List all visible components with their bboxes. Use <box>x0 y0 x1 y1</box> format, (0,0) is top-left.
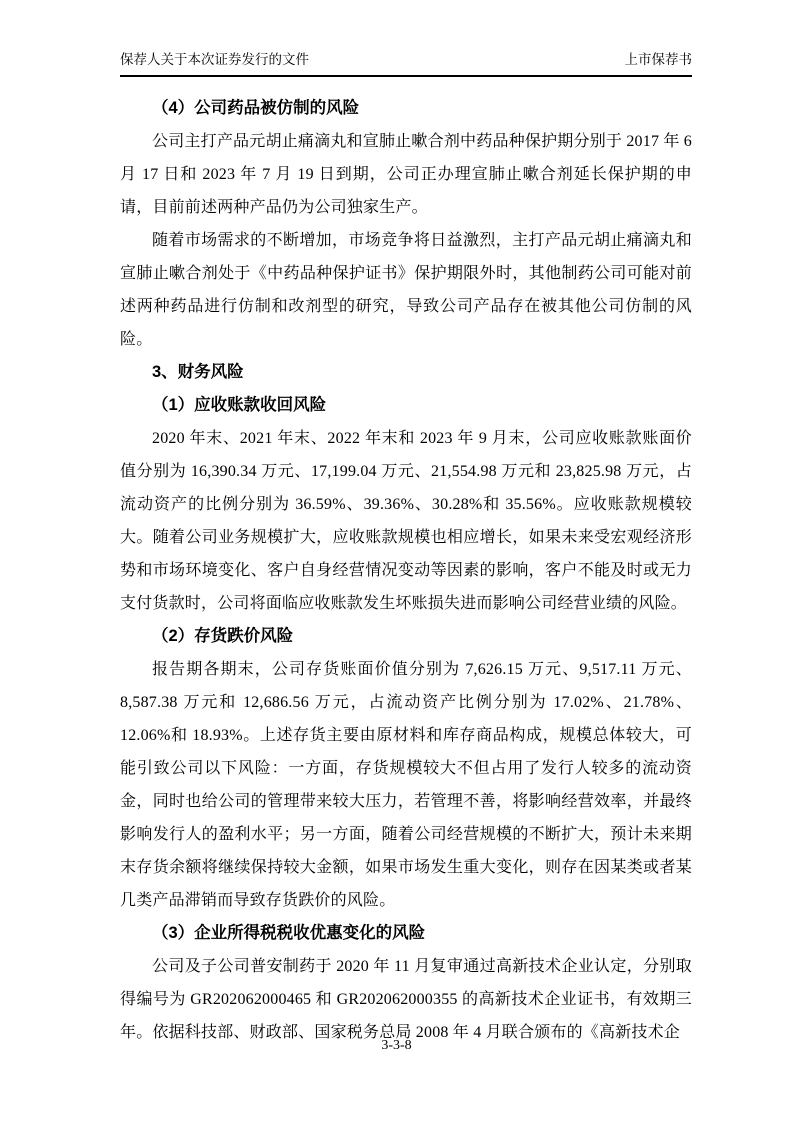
paragraph-protection-period: 公司主打产品元胡止痛滴丸和宣肺止嗽合剂中药品种保护期分别于 2017 年 6 月 17 日和 2023 年 7 月 19 日到期，公司正办理宣肺止嗽合剂延长保护期的申请，目前前述两种产品仍为公司独家生产。 <box>120 133 692 216</box>
section-heading-1-receivables-risk: （1）应收账款收回风险 <box>152 396 327 414</box>
paragraph-imitation-risk: 随着市场需求的不断增加，市场竞争将日益激烈，主打产品元胡止痛滴丸和宣肺止嗽合剂处于《中药品种保护证书》保护期限外时，其他制药公司可能对前述两种药品进行仿制和改剂型的研究，导致公司产品存在被其他公司仿制的风险。 <box>120 232 692 348</box>
section-heading-3-financial-risk: 3、财务风险 <box>152 363 244 381</box>
section-heading-2-inventory-risk: （2）存货跌价风险 <box>152 627 294 645</box>
page-number: 3-3-8 <box>381 1038 412 1053</box>
paragraph-receivables: 2020 年末、2021 年末、2022 年末和 2023 年 9 月末，公司应收账款账面价值分别为 16,390.34 万元、17,199.04 万元、21,554.98 万元和 23,825.98 万元，占流动资产的比例分别为 36.59%、39.36%、30.28%和 35.56%。应收账款规模较大。随着公司业务规模扩大，应收账款规模也相应增长，如果未来受宏观经济形势和市场环境变化、客户自身经营情况变动等因素的影响，客户不能及时或无力支付货款时，公司将面临应收账款发生坏账损失进而影响公司经营业绩的风险。 <box>120 430 692 612</box>
section-heading-4-drug-imitation-risk: （4）公司药品被仿制的风险 <box>152 99 360 117</box>
page-header <box>120 50 692 77</box>
paragraph-inventory: 报告期各期末，公司存货账面价值分别为 7,626.15 万元、9,517.11 万元、8,587.38 万元和 12,686.56 万元，占流动资产比例分别为 17.02%、21.78%、12.06%和 18.93%。上述存货主要由原材料和库存商品构成，规模总体较大，可能引致公司以下风险：一方面，存货规模较大不但占用了发行人较多的流动资金，同时也给公司的管理带来较大压力，若管理不善，将影响经营效率，并最终影响发行人的盈利水平；另一方面，随着公司经营规模的不断扩大，预计未来期末存货余额将继续保持较大金额，如果市场发生重大变化，则存在因某类或者某几类产品滞销而导致存货跌价的风险。 <box>120 661 692 909</box>
header-left-title: 保荐人关于本次证券发行的文件 <box>120 52 309 67</box>
header-right-title: 上市保荐书 <box>624 52 692 67</box>
document-body <box>120 84 692 1049</box>
section-heading-3-tax-preference-risk: （3）企业所得税税收优惠变化的风险 <box>152 924 426 942</box>
paragraph-tax-preference: 公司及子公司普安制药于 2020 年 11 月复审通过高新技术企业认定，分别取得编号为 GR202062000465 和 GR202062000355 的高新技术企业证书，有效期三年。依据科技部、财政部、国家税务总局 2008 年 4 月联合颁布的《高新技术企 <box>120 958 692 1041</box>
